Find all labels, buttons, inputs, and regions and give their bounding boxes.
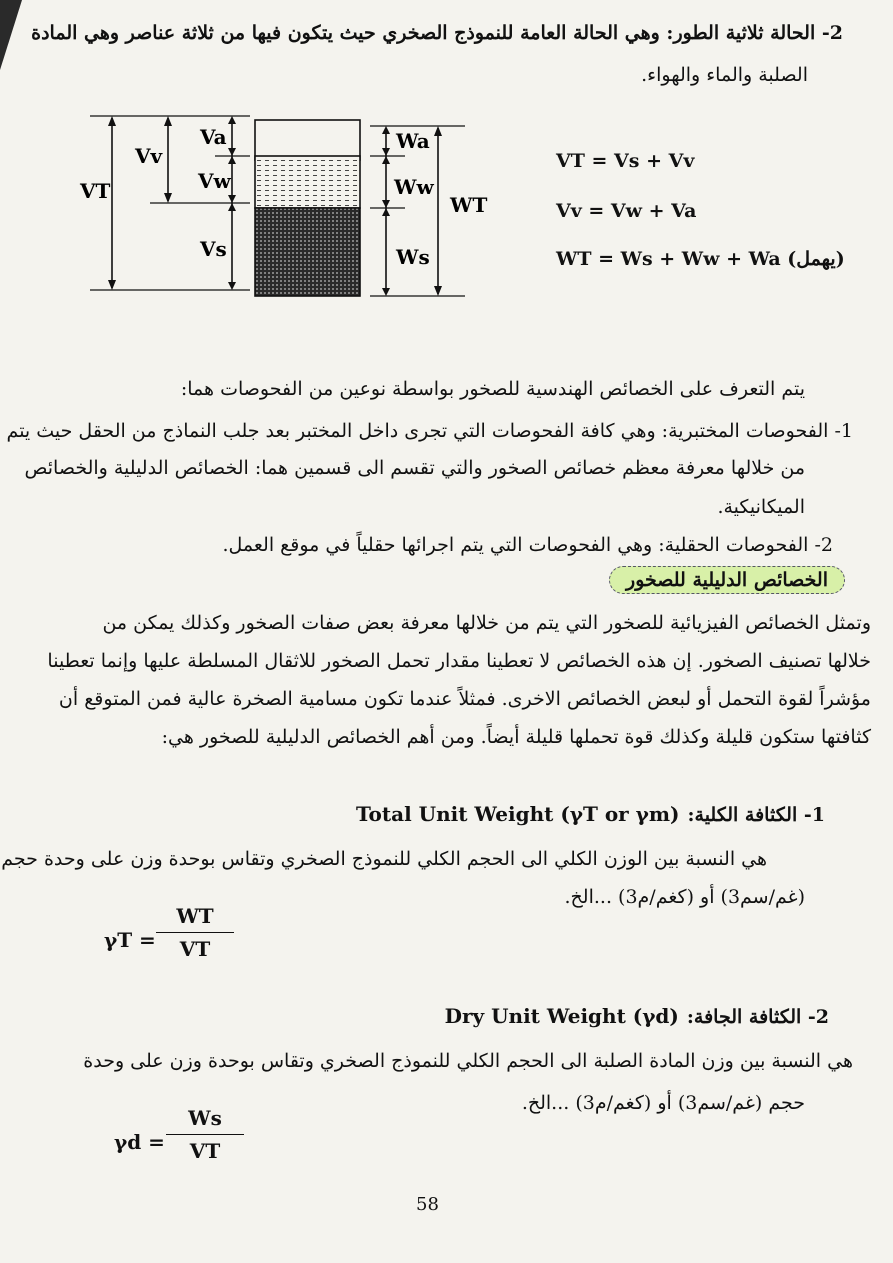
index-props-line-1: وتمثل الخصائص الفيزيائية للصخور التي يتم من خلالها معرفة بعض صفات الصخور وكذلك يمكن من — [102, 612, 871, 634]
equation-vv: Vv = Vw + Va — [556, 200, 697, 222]
solid-phase — [255, 208, 360, 296]
label-vs: Vs — [200, 237, 227, 261]
label-va: Va — [200, 125, 227, 149]
dry-unit-weight-title-en: Dry Unit Weight (γd) — [444, 1004, 679, 1028]
dry-unit-weight-fraction — [166, 1106, 244, 1163]
lab-tests-line-2: من خلالها معرفة معظم خصائص الصخور والتي تقسم الى قسمين هما: الخصائص الدليلية والخصائص — [24, 457, 805, 479]
label-vv: Vv — [135, 144, 163, 168]
fraction-numerator: Ws — [188, 1106, 222, 1130]
label-ww: Ww — [394, 175, 434, 199]
equation-wt: WT = Ws + Ww + Wa (يهمل) — [556, 248, 845, 270]
air-phase — [255, 120, 360, 160]
label-wt: WT — [450, 193, 488, 217]
index-props-line-2: خلالها تصنيف الصخور. إن هذه الخصائص لا تعطينا مقدار تحمل الصخور للاثقال المسلطة عليها وإنما تعطينا — [47, 650, 871, 672]
lab-tests-line-1: 1- الفحوصات المختبرية: وهي كافة الفحوصات التي تجرى داخل المختبر بعد جلب النماذج من الحقل حيث يتم — [6, 420, 853, 442]
index-props-line-4: كثافتها ستكون قليلة وكذلك قوة تحملها قليلة أيضاً. ومن أهم الخصائص الدليلية للصخور هي: — [161, 726, 871, 748]
label-vt: VT — [80, 179, 111, 203]
field-tests-line: 2- الفحوصات الحقلية: وهي الفحوصات التي يتم اجرائها حقلياً في موقع العمل. — [222, 534, 833, 556]
label-vw: Vw — [198, 169, 231, 193]
total-unit-weight-fraction — [156, 904, 234, 961]
lab-tests-line-3: الميكانيكية. — [717, 496, 805, 518]
dry-unit-weight-title — [445, 1004, 829, 1028]
total-unit-weight-title-en: Total Unit Weight (γT or γm) — [355, 802, 680, 826]
total-unit-weight-desc-2: (غم/سم3) أو (كغم/م3) ...الخ. — [564, 886, 805, 908]
fraction-numerator: WT — [176, 904, 214, 928]
water-phase — [255, 156, 360, 208]
three-phase-line-2: الصلبة والماء والهواء. — [641, 64, 808, 86]
dry-unit-weight-desc-2: حجم (غم/سم3) أو (كغم/م3) ...الخ. — [521, 1092, 805, 1114]
total-unit-weight-desc-1: هي النسبة بين الوزن الكلي الى الحجم الكلي للنموذج الصخري وتقاس بوحدة وزن على وحدة حجم — [1, 848, 767, 870]
dry-unit-weight-lhs: γd = — [114, 1130, 165, 1154]
index-properties-heading: الخصائص الدليلية للصخور — [609, 566, 845, 594]
fraction-denominator: VT — [179, 937, 211, 961]
index-props-line-3: مؤشراً لقوة التحمل أو لبعض الخصائص الاخرى. فمثلاً عندما تكون مسامية الصخرة عالية فمن المتوقع أن — [58, 688, 871, 710]
total-unit-weight-lhs: γT = — [104, 928, 156, 952]
three-phase-line-1: 2- الحالة ثلاثية الطور: وهي الحالة العامة للنموذج الصخري حيث يتكون فيها من ثلاثة عناصر وهي المادة — [31, 22, 843, 44]
tests-intro: يتم التعرف على الخصائص الهندسية للصخور بواسطة نوعين من الفحوصات هما: — [180, 378, 805, 400]
label-ws: Ws — [396, 245, 430, 269]
page-number: 58 — [416, 1194, 439, 1215]
label-wa: Wa — [396, 129, 430, 153]
total-unit-weight-title — [356, 802, 825, 826]
phase-diagram — [80, 108, 488, 308]
dry-unit-weight-desc-1: هي النسبة بين وزن المادة الصلبة الى الحجم الكلي للنموذج الصخري وتقاس بوحدة وزن على وحدة — [83, 1050, 853, 1072]
fraction-denominator: VT — [189, 1139, 221, 1163]
total-unit-weight-title-ar: 1- الكثافة الكلية: — [687, 804, 825, 826]
equation-vt: VT = Vs + Vv — [556, 150, 695, 172]
dry-unit-weight-title-ar: 2- الكثافة الجافة: — [686, 1006, 829, 1028]
scan-corner-shadow — [0, 0, 22, 70]
